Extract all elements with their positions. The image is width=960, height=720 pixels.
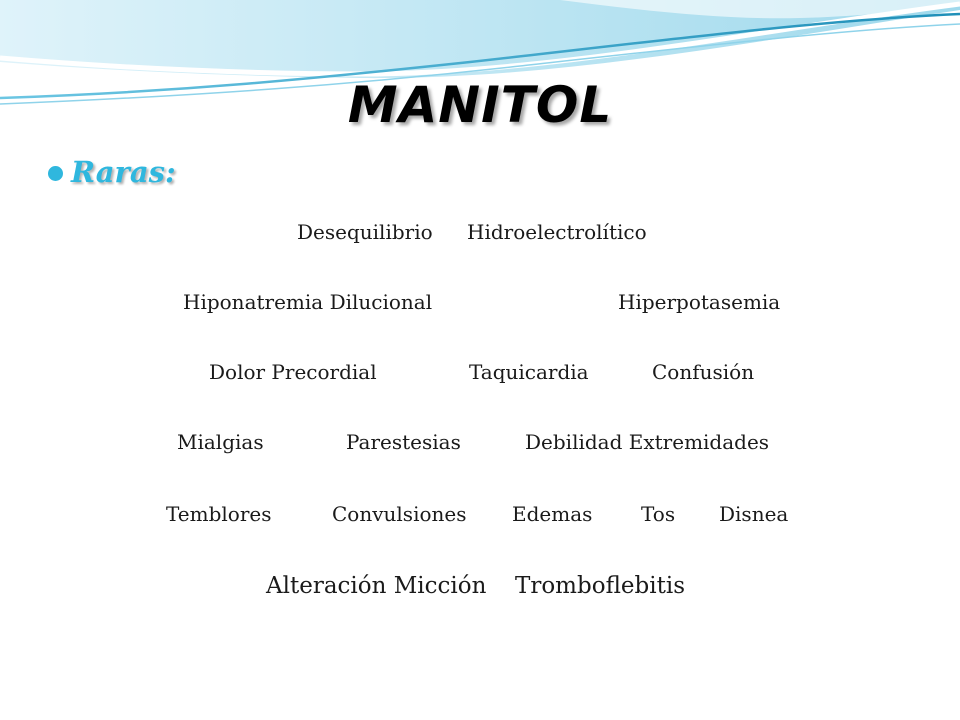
term-mialgias: Mialgias <box>177 430 264 454</box>
term-desequilibrio: Desequilibrio <box>297 220 433 244</box>
term-confusion: Confusión <box>652 360 755 384</box>
term-parestesias: Parestesias <box>346 430 461 454</box>
term-debilidad-extremidades: Debilidad Extremidades <box>525 430 770 454</box>
term-edemas: Edemas <box>512 502 593 526</box>
bullet-item <box>48 155 176 189</box>
slide-title: MANITOL <box>347 76 613 134</box>
term-hidroelectrolitico: Hidroelectrolítico <box>467 220 647 244</box>
term-hiponatremia: Hiponatremia Dilucional <box>183 290 433 314</box>
bullet-label: Raras: <box>71 155 176 189</box>
term-taquicardia: Taquicardia <box>469 360 589 384</box>
term-dolor-precordial: Dolor Precordial <box>209 360 377 384</box>
term-tos: Tos <box>641 502 676 526</box>
term-disnea: Disnea <box>719 502 789 526</box>
term-tromboflebitis: Tromboflebitis <box>515 573 685 599</box>
term-hiperpotasemia: Hiperpotasemia <box>618 290 781 314</box>
term-temblores: Temblores <box>166 502 272 526</box>
term-alteracion-miccion: Alteración Micción <box>266 573 487 599</box>
term-convulsiones: Convulsiones <box>332 502 467 526</box>
bullet-dot-icon <box>48 166 63 181</box>
